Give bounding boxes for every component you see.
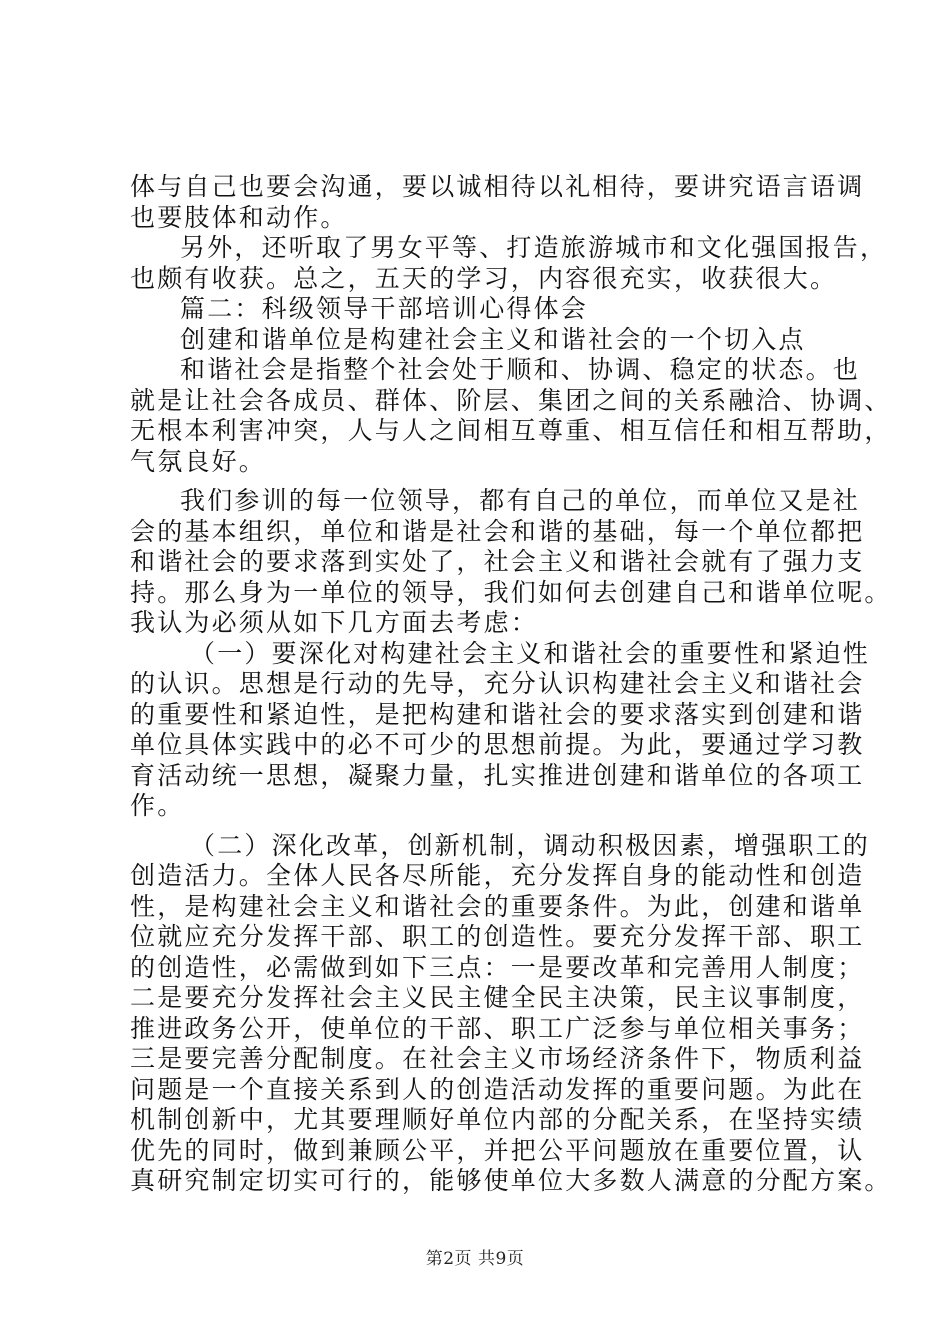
- text-line: 优先的同时，做到兼顾公平，并把公平问题放在重要位置，认: [130, 1135, 865, 1165]
- text-line: 性，是构建社会主义和谐社会的重要条件。为此，创建和谐单: [130, 891, 865, 921]
- text-line: 的重要性和紧迫性，是把构建和谐社会的要求落实到创建和谐: [130, 699, 865, 729]
- text-line: 也要肢体和动作。: [130, 202, 348, 232]
- text-line: 问题是一个直接关系到人的创造活动发挥的重要问题。为此在: [130, 1074, 865, 1104]
- article-title: 创建和谐单位是构建社会主义和谐社会的一个切入点: [180, 324, 806, 354]
- text-line: 也颇有收获。总之，五天的学习，内容很充实，收获很大。: [130, 263, 838, 293]
- text-line: 机制创新中，尤其要理顺好单位内部的分配关系，在坚持实绩: [130, 1105, 865, 1134]
- text-line: 我认为必须从如下几方面去考虑：: [130, 608, 539, 637]
- document-body: [130, 172, 892, 1197]
- text-line: 无根本利害冲突，人与人之间相互尊重、相互信任和相互帮助，: [130, 416, 892, 445]
- text-line: 的认识。思想是行动的先导，充分认识构建社会主义和谐社会: [130, 669, 865, 698]
- page-number-footer: 第2页 共9页: [425, 1249, 525, 1269]
- text-line: 二是要充分发挥社会主义民主健全民主决策，民主议事制度，: [130, 983, 865, 1012]
- section-heading: 篇二：科级领导干部培训心得体会: [180, 294, 589, 323]
- text-line: 作。: [130, 791, 185, 820]
- text-line: 会的基本组织，单位和谐是社会和谐的基础，每一个单位都把: [130, 516, 865, 546]
- text-line: 育活动统一思想，凝聚力量，扎实推进创建和谐单位的各项工: [130, 760, 865, 790]
- paragraph-start: 另外，还听取了男女平等、打造旅游城市和文化强国报告，: [180, 233, 888, 262]
- text-line: 体与自己也要会沟通，要以诚相待以礼相待，要讲究语言语调: [130, 172, 865, 201]
- paragraph-start: （一）要深化对构建社会主义和谐社会的重要性和紧迫性: [190, 638, 871, 668]
- text-line: 的创造性，必需做到如下三点：一是要改革和完善用人制度；: [130, 952, 865, 982]
- text-line: 推进政务公开，使单位的干部、职工广泛参与单位相关事务；: [130, 1013, 865, 1043]
- text-line: 三是要完善分配制度。在社会主义市场经济条件下，物质利益: [130, 1044, 865, 1073]
- text-line: 位就应充分发挥干部、职工的创造性。要充分发挥干部、职工: [130, 922, 865, 951]
- text-line: 就是让社会各成员、群体、阶层、集团之间的关系融洽、协调、: [130, 385, 892, 415]
- text-line: 单位具体实践中的必不可少的思想前提。为此，要通过学习教: [130, 730, 865, 759]
- paragraph-start: （二）深化改革，创新机制，调动积极因素，增强职工的: [190, 830, 871, 860]
- text-line: 真研究制定切实可行的，能够使单位大多数人满意的分配方案。: [130, 1166, 892, 1195]
- text-line: 创造活力。全体人民各尽所能，充分发挥自身的能动性和创造: [130, 861, 865, 890]
- paragraph-start: 和谐社会是指整个社会处于顺和、协调、稳定的状态。也: [180, 355, 861, 384]
- paragraph-start: 我们参训的每一位领导，都有自己的单位，而单位又是社: [180, 486, 861, 515]
- text-line: 和谐社会的要求落到实处了，社会主义和谐社会就有了强力支: [130, 547, 865, 576]
- text-line: 气氛良好。: [130, 446, 267, 476]
- text-line: 持。那么身为一单位的领导，我们如何去创建自己和谐单位呢。: [130, 577, 892, 607]
